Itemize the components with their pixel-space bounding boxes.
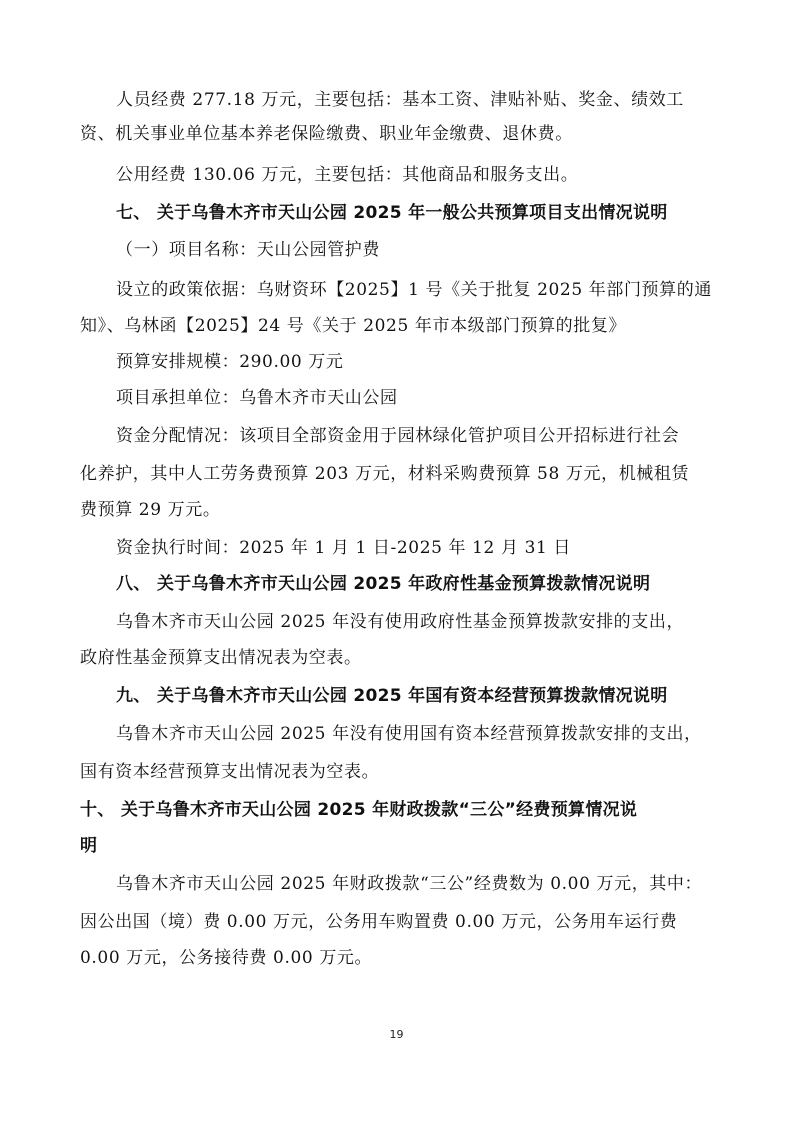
undertaking-unit-line: 项目承担单位：乌鲁木齐市天山公园 <box>116 388 398 408</box>
section-8-line-1: 乌鲁木齐市天山公园 2025 年没有使用政府性基金预算拨款安排的支出， <box>116 612 685 632</box>
page-number: 19 <box>389 1028 404 1041</box>
budget-scale-line: 预算安排规模：290.00 万元 <box>116 352 344 372</box>
section-10-line-2: 因公出国（境）费 0.00 万元，公务用车购置费 0.00 万元，公务用车运行费 <box>80 912 678 932</box>
allocation-line-1: 资金分配情况：该项目全部资金用于园林绿化管护项目公开招标进行社会 <box>116 426 680 446</box>
section-10-line-1: 乌鲁木齐市天山公园 2025 年财政拨款“三公”经费数为 0.00 万元，其中： <box>116 874 703 894</box>
policy-basis-line-1: 设立的政策依据：乌财资环【2025】1 号《关于批复 2025 年部门预算的通 <box>116 280 712 300</box>
section-9-heading: 九、 关于乌鲁木齐市天山公园 2025 年国有资本经营预算拨款情况说明 <box>116 686 668 706</box>
section-9-line-2: 国有资本经营预算支出情况表为空表。 <box>80 762 380 782</box>
public-expense-line: 公用经费 130.06 万元，主要包括：其他商品和服务支出。 <box>116 165 579 185</box>
allocation-line-2: 化养护，其中人工劳务费预算 203 万元，材料采购费预算 58 万元，机械租赁 <box>80 464 690 484</box>
section-10-heading-line-1: 十、 关于乌鲁木齐市天山公园 2025 年财政拨款“三公”经费预算情况说 <box>80 800 638 820</box>
personnel-expense-line-1: 人员经费 277.18 万元，主要包括：基本工资、津贴补贴、奖金、绩效工 <box>116 90 684 110</box>
personnel-expense-line-2: 资、机关事业单位基本养老保险缴费、职业年金缴费、退休费。 <box>80 124 573 144</box>
section-10-heading-line-2: 明 <box>80 836 98 856</box>
section-10-line-3: 0.00 万元，公务接待费 0.00 万元。 <box>80 948 373 968</box>
section-8-heading: 八、 关于乌鲁木齐市天山公园 2025 年政府性基金预算拨款情况说明 <box>116 574 651 594</box>
section-8-line-2: 政府性基金预算支出情况表为空表。 <box>80 648 362 668</box>
execution-time-line: 资金执行时间：2025 年 1 月 1 日-2025 年 12 月 31 日 <box>116 538 572 558</box>
section-7-heading: 七、 关于乌鲁木齐市天山公园 2025 年一般公共预算项目支出情况说明 <box>116 203 668 223</box>
project-name-line: （一）项目名称：天山公园管护费 <box>116 240 380 260</box>
section-9-line-1: 乌鲁木齐市天山公园 2025 年没有使用国有资本经营预算拨款安排的支出， <box>116 724 702 744</box>
allocation-line-3: 费预算 29 万元。 <box>80 500 221 520</box>
policy-basis-line-2: 知》、乌林函【2025】24 号《关于 2025 年市本级部门预算的批复》 <box>80 316 627 336</box>
